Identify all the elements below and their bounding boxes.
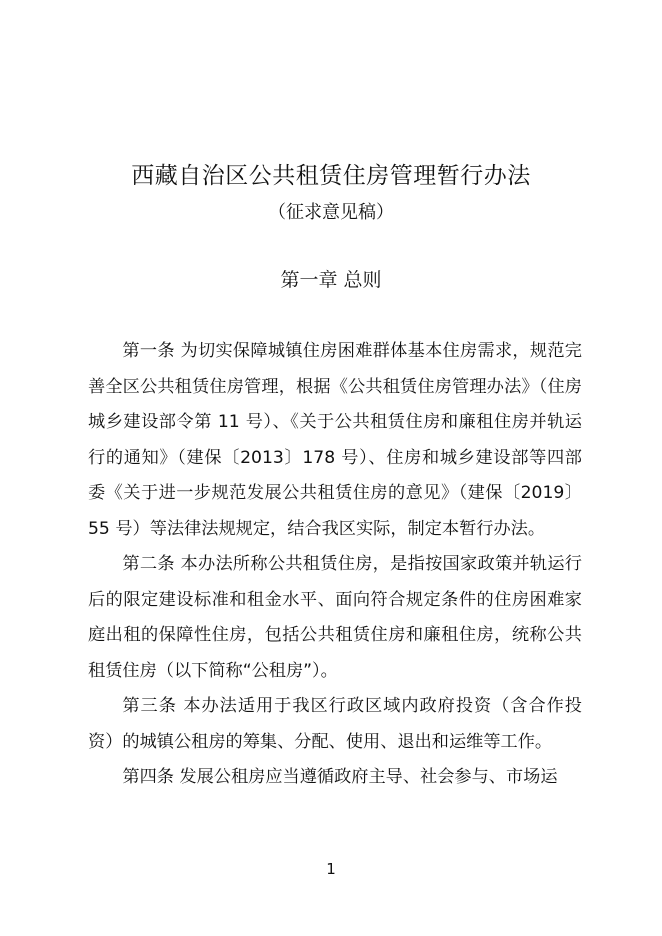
chapter-heading: 第一章 总则 <box>280 269 382 291</box>
document-title: 西藏自治区公共租赁住房管理暂行办法 <box>131 163 531 189</box>
document-body <box>88 334 582 796</box>
document-subtitle: （征求意见稿） <box>268 202 394 223</box>
article-4-paragraph: 第四条 发展公租房应当遵循政府主导、社会参与、市场运 <box>122 767 558 787</box>
article-1-paragraph: 第一条 为切实保障城镇住房困难群体基本住房需求，规范完善全区公共租赁住房管理，根据《公共租赁住房管理办法》（住房城乡建设部令第 11 号）、《关于公共租赁住房和廉租住房并轨运行的通知》（建保〔2013〕178 号）、住房和城乡建设部等四部委《关于进一步规范发展公共租赁住房的意见》（建保〔2019〕55 号）等法律法规规定，结合我区实际，制定本暂行办法。 <box>88 341 582 539</box>
page-number: 1 <box>326 860 336 878</box>
article-2-paragraph: 第二条 本办法所称公共租赁住房，是指按国家政策并轨运行后的限定建设标准和租金水平、面向符合规定条件的住房困难家庭出租的保障性住房，包括公共租赁住房和廉租住房，统称公共租赁住房（以下简称“公租房”）。 <box>88 554 582 681</box>
article-3-paragraph: 第三条 本办法适用于我区行政区域内政府投资（含合作投资）的城镇公租房的筹集、分配、使用、退出和运维等工作。 <box>88 696 582 752</box>
